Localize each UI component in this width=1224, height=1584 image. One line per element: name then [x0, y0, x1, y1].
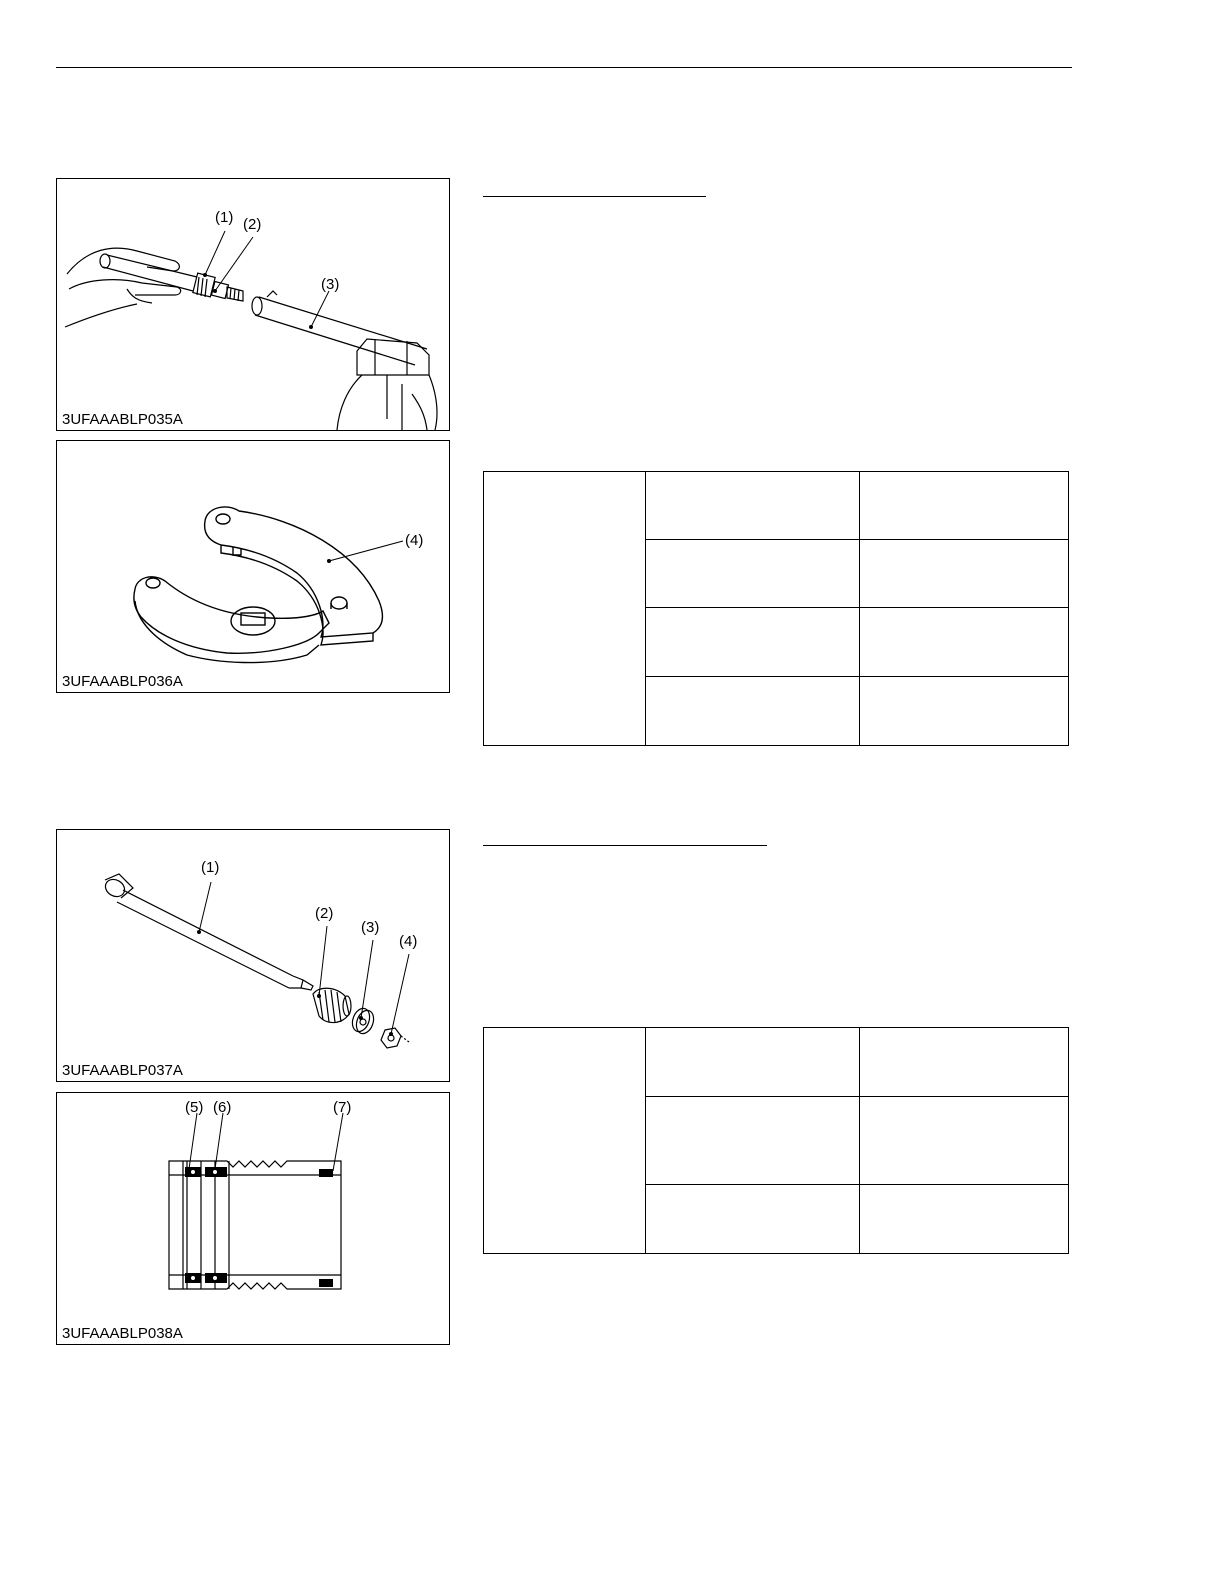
table-cell [860, 677, 1069, 746]
callout-2: (2) [315, 905, 334, 922]
table-cell [860, 1028, 1069, 1097]
callout-4: (4) [399, 933, 418, 950]
figure-piston-rod-exploded [56, 829, 450, 1082]
spec-table [483, 1027, 1069, 1254]
table-cell [484, 1028, 646, 1254]
table-cell [646, 540, 860, 608]
figure-caption: 3UFAAABLP038A [62, 1325, 183, 1342]
figure-adjustable-wrench [56, 440, 450, 693]
piston-seal-section-illustration [57, 1093, 449, 1344]
figure-piston-seal-section [56, 1092, 450, 1345]
figure-caption: 3UFAAABLP035A [62, 411, 183, 428]
table-cell [646, 1028, 860, 1097]
figure-caption: 3UFAAABLP037A [62, 1062, 183, 1079]
table-cell [646, 1097, 860, 1185]
callout-6: (6) [213, 1099, 232, 1116]
table-row [484, 1028, 1069, 1097]
callout-5: (5) [185, 1099, 204, 1116]
figure-caption: 3UFAAABLP036A [62, 673, 183, 690]
table-cell [484, 472, 646, 746]
callout-1: (1) [215, 209, 234, 226]
table-cell [860, 1097, 1069, 1185]
callout-7: (7) [333, 1099, 352, 1116]
figure-cylinder-wrench [56, 178, 450, 431]
section-heading-rule [483, 196, 706, 197]
adjustable-wrench-illustration [57, 441, 449, 692]
callout-2: (2) [243, 216, 262, 233]
spec-table [483, 471, 1069, 746]
cylinder-wrench-illustration [57, 179, 449, 430]
table-cell [646, 677, 860, 746]
callout-3: (3) [361, 919, 380, 936]
table-cell [860, 540, 1069, 608]
callout-3: (3) [321, 276, 340, 293]
section-heading-rule [483, 845, 767, 846]
callout-4: (4) [405, 532, 424, 549]
header-rule [56, 67, 1072, 68]
table-cell [860, 608, 1069, 677]
table-cell [860, 472, 1069, 540]
table-row [484, 472, 1069, 540]
callout-1: (1) [201, 859, 220, 876]
table-cell [860, 1185, 1069, 1254]
table-cell [646, 1185, 860, 1254]
table-cell [646, 472, 860, 540]
table-cell [646, 608, 860, 677]
piston-rod-exploded-illustration [57, 830, 449, 1081]
